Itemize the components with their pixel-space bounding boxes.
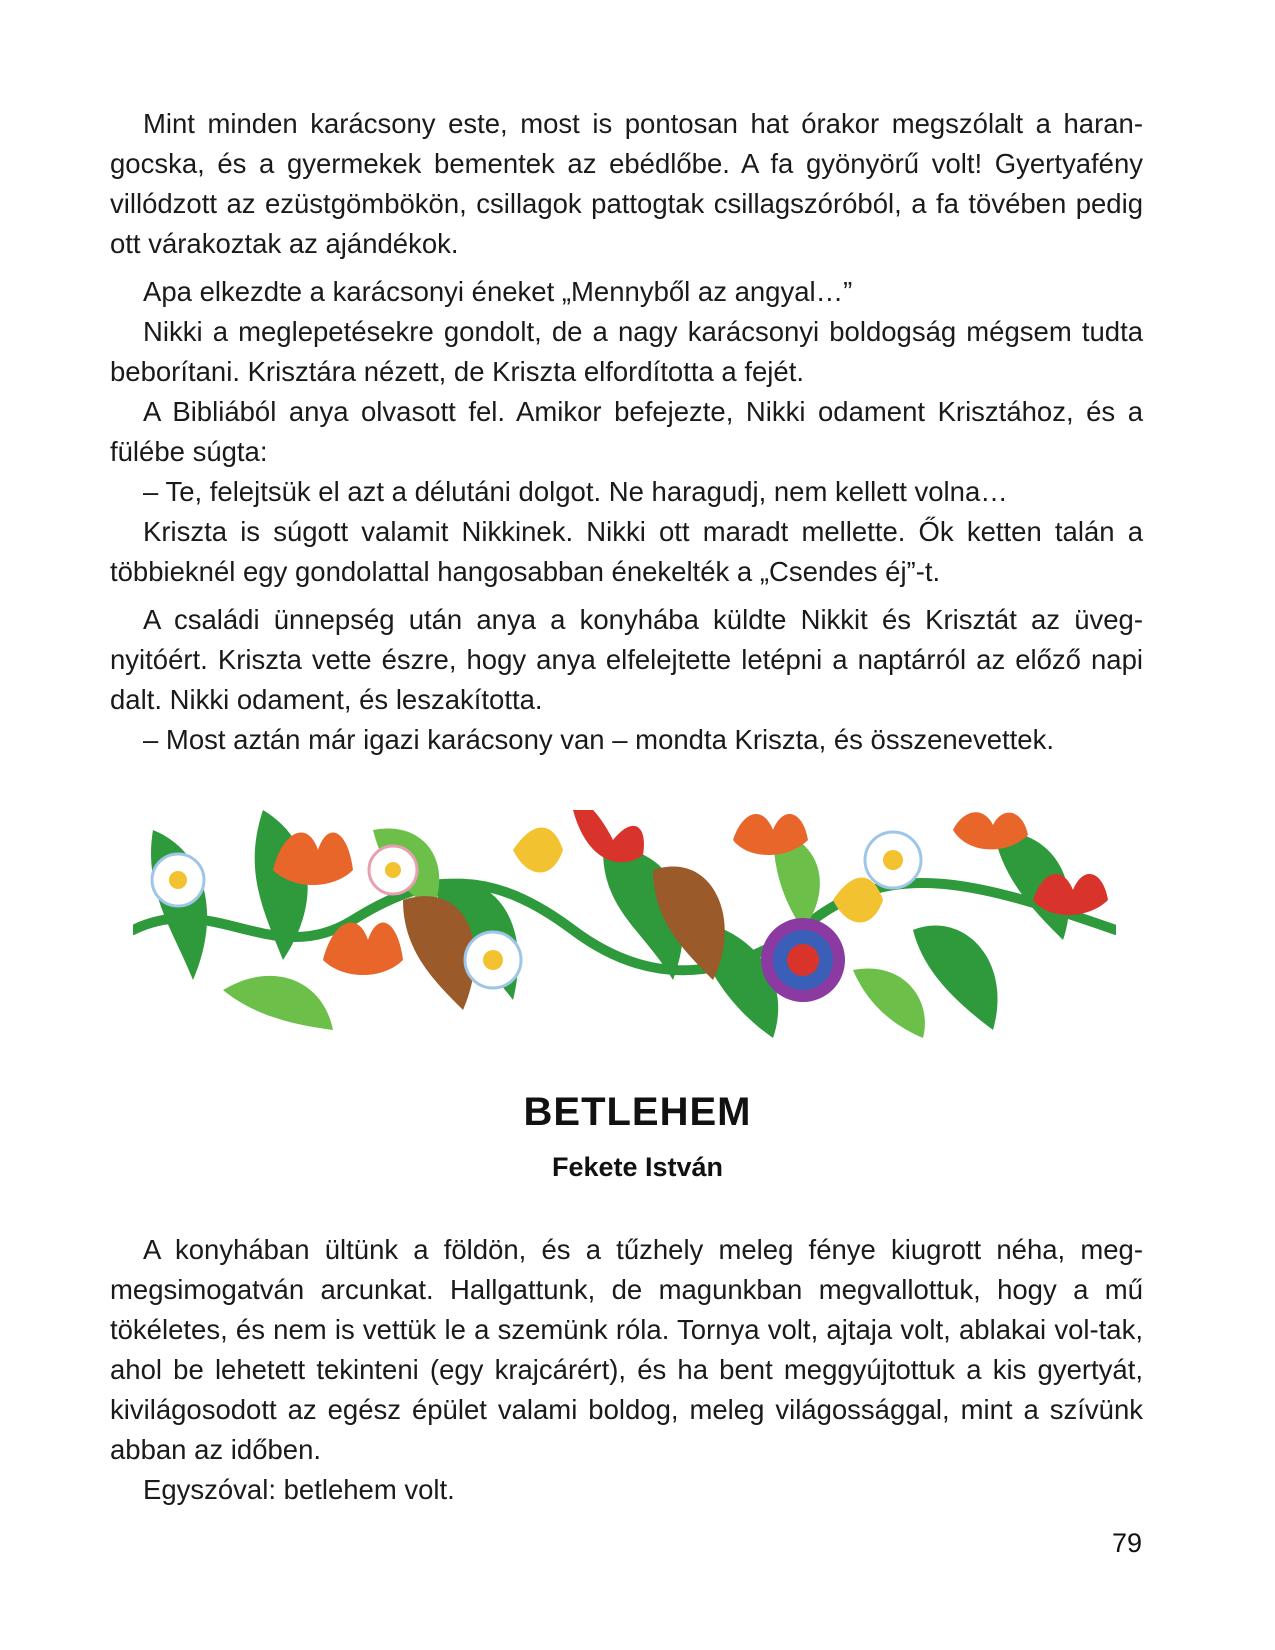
story-one-text — [110, 104, 1143, 760]
story-author: Fekete István — [551, 1152, 724, 1182]
paragraph: A családi ünnepség után anya a konyhába küldte Nikkit és Krisztát az üveg-nyitóért. Kriszta vette észre, hogy anya elfelejtette letépni a naptárról az előző napi dalt. Nikki odament, és leszakította. — [110, 604, 1143, 715]
paragraph: Apa elkezdte a karácsonyi éneket „Mennyből az angyal…” — [143, 276, 853, 307]
carnation-flower — [761, 918, 845, 1002]
paragraph: Kriszta is súgott valamit Nikkinek. Nikki ott maradt mellette. Ők ketten talán a többieknél egy gondolattal hangosabban énekelték a „Csendes éj”-t. — [110, 516, 1143, 587]
paragraph: – Te, felejtsük el azt a délutáni dolgot. Ne haragudj, nem kellett volna… — [143, 476, 1008, 507]
paragraph: Mint minden karácsony este, most is pontosan hat órakor megszólalt a haran-gocska, és a gyermekek bementek az ebédlőbe. A fa gyönyörű volt! Gyertyafény villódzott az ezüstgömbökön, csillagok pattogtak csillagszóróból, a fa tövében pedig ott várakoztak az ajándékok. — [110, 108, 1143, 259]
floral-border-illustration — [133, 810, 1116, 1038]
paragraph: Nikki a meglepetésekre gondolt, de a nagy karácsonyi boldogság mégsem tudta beborítani. Krisztára nézett, de Kriszta elfordította a fejét. — [110, 316, 1143, 387]
story-two-text — [110, 1230, 1143, 1510]
paragraph: – Most aztán már igazi karácsony van – mondta Kriszta, és összenevettek. — [143, 724, 1054, 755]
paragraph: A konyhában ültünk a földön, és a tűzhely meleg fénye kiugrott néha, meg-megsimogatván arcunkat. Hallgattunk, de magunkban megvallottuk, hogy a mű tökéletes, és nem is vettük le a szemünk róla. Tornya volt, ajtaja volt, ablakai vol-tak, ahol be lehetett tekinteni (egy krajcárért), és ha bent meggyújtottuk a kis gyertyát, kivilágosodott az egész épület valami boldog, meleg világossággal, mint a szívünk abban az időben. — [110, 1234, 1143, 1465]
story-title: BETLEHEM — [523, 1090, 752, 1134]
paragraph: A Bibliából anya olvasott fel. Amikor befejezte, Nikki odament Krisztához, és a fülébe súgta: — [110, 396, 1143, 467]
page-number: 79 — [1111, 1528, 1142, 1558]
paragraph: Egyszóval: betlehem volt. — [143, 1474, 455, 1505]
